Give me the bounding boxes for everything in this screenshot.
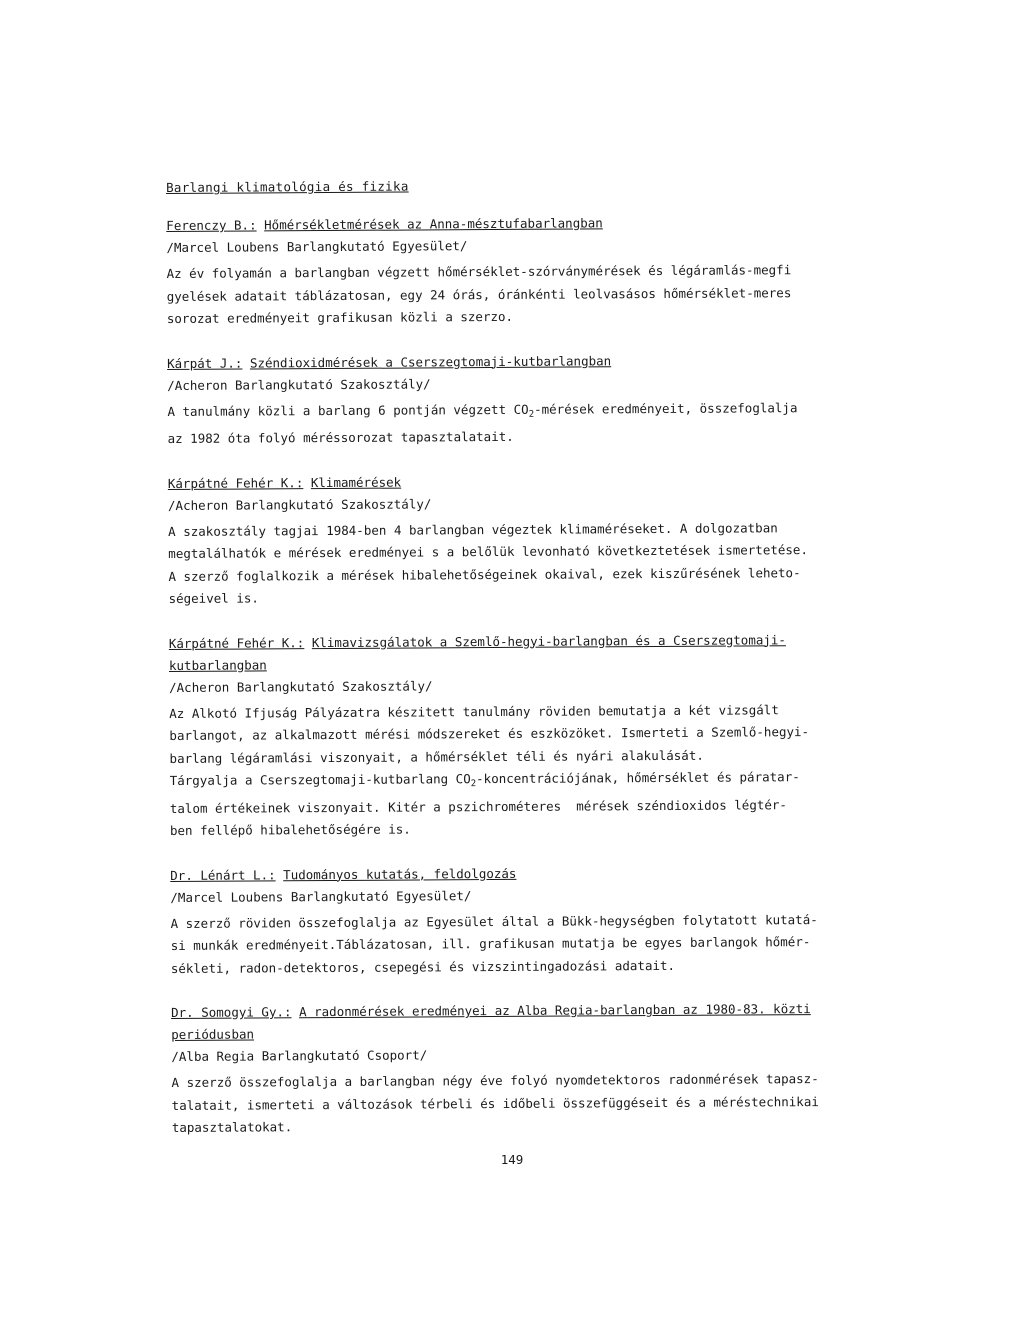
entry-author: Kárpátné Fehér K.: <box>167 474 304 491</box>
entry-author: Ferenczy B.: <box>166 217 257 233</box>
entry-affiliation: /Alba Regia Barlangkutató Csoport/ <box>171 1047 428 1064</box>
body-line: Az Alkotó Ifjuság Pályázatra készitett tanulmány röviden bemutatja a két vizsgált <box>169 701 779 721</box>
body-text: -mérések eredményeit, összefoglalja <box>534 399 798 417</box>
entry-ferenczy <box>166 211 897 331</box>
body-line: az 1982 óta folyó méréssorozat tapasztalatait. <box>167 428 514 446</box>
body-line: talom értékeinek viszonyait. Kitér a pszichrométeres mérések széndioxidos légtér- <box>169 796 787 816</box>
entry-title-continued: periódusban <box>171 1026 255 1042</box>
body-text: -koncentrációjának, hőmérséklet és páratar- <box>476 769 800 787</box>
entry-body <box>168 516 899 610</box>
page-number: 149 <box>500 1152 524 1167</box>
body-line: barlang légáramlási viszonyait, a hőmérséklet téli és nyári alakulását. <box>169 747 704 766</box>
body-line: tapasztalatokat. <box>171 1119 293 1135</box>
subscript: 2 <box>470 779 477 790</box>
body-line: barlangot, az alkalmazott mérési módszereket és eszközöket. Ismerteti a Szemlő-hegyi- <box>169 724 810 743</box>
entry-heading <box>171 998 901 1046</box>
entry-title: Tudományos kutatás, feldolgozás <box>283 865 517 882</box>
entry-title: Klimamérések <box>310 474 402 490</box>
body-line: sékleti, radon-detektoros, csepegési és vizszintingadozási adatait. <box>170 957 676 976</box>
entry-author: Dr. Somogyi Gy.: <box>171 1004 292 1020</box>
entry-affiliation: /Acheron Barlangkutató Szakosztály/ <box>169 677 433 695</box>
entry-title: A radonmérések eredményei az Alba Regia-barlangban az 1980-83. közti <box>298 1001 811 1020</box>
document-content <box>166 176 902 1162</box>
entry-karpatne-klimameresek <box>168 468 899 610</box>
body-line: A szerző összefoglalja a barlangban négy éve folyó nyomdetektoros radonmérések tapasz- <box>171 1071 819 1090</box>
section-title: Barlangi klimatológia és fizika <box>166 178 409 195</box>
body-line <box>170 766 900 798</box>
entry-heading <box>169 628 899 676</box>
body-line: ségeivel is. <box>168 590 259 606</box>
entry-author: Kárpátné Fehér K.: <box>168 634 305 651</box>
entry-karpatne-klimavizsgalatok <box>169 628 900 842</box>
entry-body <box>167 396 897 450</box>
subscript: 2 <box>528 409 535 420</box>
entry-affiliation: /Marcel Loubens Barlangkutató Egyesület/ <box>170 887 472 905</box>
entry-author: Kárpát J.: <box>167 355 243 371</box>
body-line: gyelések adatait táblázatosan, egy 24 órás, óránkénti leolvasásos hőmérséklet-meres <box>166 284 792 304</box>
body-text: A tanulmány közli a barlang 6 pontján végzett CO <box>167 401 529 419</box>
body-line: talatait, ismerteti a változások térbeli és időbeli összefüggéseit és a méréstechnikai <box>171 1093 819 1113</box>
body-line: A szerző foglalkozik a mérések hibalehetőségeinek okaival, ezek kiszűrésének leheto- <box>168 564 801 584</box>
body-line: megtalálhatók e mérések eredményei s a belőlük levonható következtetések ismertetése. <box>168 542 809 561</box>
body-text: Tárgyalja a Cserszegtomaji-kutbarlang CO <box>169 771 471 788</box>
entry-title: Klimavizsgálatok a Szemlő-hegyi-barlangban és a Cserszegtomaji- <box>311 631 786 650</box>
entry-body <box>167 259 897 331</box>
entry-title-continued: kutbarlangban <box>168 656 267 673</box>
entry-lenart <box>170 860 901 980</box>
entry-affiliation: /Acheron Barlangkutató Szakosztály/ <box>167 495 432 513</box>
body-line: si munkák eredményeit.Táblázatosan, ill. grafikusan mutatja be egyes barlangok hőmér- <box>170 934 811 953</box>
body-line: Az év folyamán a barlangban végzett hőmérséklet-szórványmérések és légáramlás-megfi <box>166 262 792 281</box>
body-line: ben fellépő hibalehetőségére is. <box>169 821 411 838</box>
entry-body <box>170 908 900 980</box>
entry-somogyi <box>171 998 902 1140</box>
entry-karpat <box>167 348 898 450</box>
entry-body <box>171 1068 901 1140</box>
entry-title: Széndioxidmérések a Cserszegtomaji-kutbarlangban <box>249 352 612 370</box>
entry-author: Dr. Lénárt L.: <box>170 866 276 883</box>
body-line <box>167 396 897 428</box>
body-line: A szerző röviden összefoglalja az Egyesület által a Bükk-hegységben folytatott kutatá- <box>170 911 818 931</box>
body-line: A szakosztály tagjai 1984-ben 4 barlangban végeztek klimaméréseket. A dolgozatban <box>168 519 778 539</box>
entry-affiliation: /Marcel Loubens Barlangkutató Egyesület/ <box>166 238 468 255</box>
body-line: sorozat eredményeit grafikusan közli a szerzo. <box>166 308 514 326</box>
entry-body <box>169 698 900 842</box>
entry-title: Hőmérsékletmérések az Anna-mésztufabarlangban <box>264 215 603 233</box>
entry-affiliation: /Acheron Barlangkutató Szakosztály/ <box>167 375 431 393</box>
